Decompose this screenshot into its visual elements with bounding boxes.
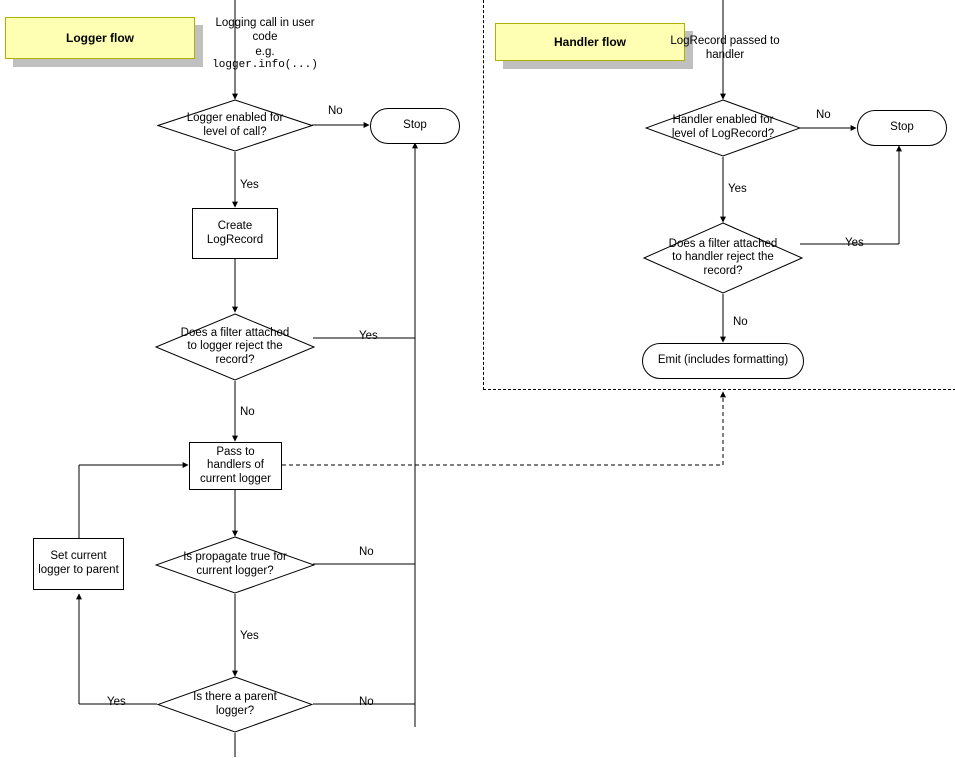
- logger-flow-title: [5, 17, 195, 59]
- decision-handler-filter-line1: Does a filter attached: [668, 237, 778, 250]
- create-logrecord-line2: LogRecord: [206, 233, 264, 246]
- decision-propagate-line2: current logger?: [196, 565, 274, 577]
- edge-label-parent-no: No: [359, 696, 374, 708]
- decision-propagate: [155, 536, 315, 594]
- decision-handler-filter-label: [643, 222, 803, 294]
- logger-stop-label: Stop: [403, 119, 427, 132]
- emit-label: Emit (includes formatting): [657, 354, 789, 367]
- handler-flow-title-label: Handler flow: [553, 35, 626, 49]
- logging-call-line1: Logging call in user: [215, 17, 315, 29]
- logger-stop-node: [370, 108, 460, 144]
- logging-call-line2: code: [252, 31, 278, 44]
- decision-logger-enabled-label: [157, 99, 313, 152]
- logging-call-line3: e.g.: [255, 45, 275, 58]
- decision-parent-logger: [157, 676, 313, 733]
- decision-propagate-line1: Is propagate true for: [183, 551, 287, 564]
- decision-logger-filter-line3: record?: [215, 353, 255, 366]
- set-current-logger-line1: Set current: [50, 550, 107, 563]
- logger-flow-title-label: Logger flow: [66, 31, 134, 45]
- set-current-logger-line2: logger to parent: [38, 564, 119, 576]
- edge-label-logger-enabled-no: No: [328, 105, 343, 117]
- edge-label-logger-filter-yes: Yes: [359, 330, 378, 342]
- decision-parent-logger-line2: logger?: [215, 704, 255, 717]
- logging-call-code: logger.info(...): [212, 59, 318, 72]
- pass-to-handlers-line2: handlers of: [207, 459, 264, 472]
- emit-node: [642, 343, 804, 379]
- logrecord-passed-label: [650, 34, 800, 63]
- edge-label-logger-filter-no: No: [240, 406, 255, 418]
- create-logrecord-node: [192, 208, 278, 259]
- decision-propagate-label: [155, 536, 315, 594]
- decision-logger-filter-label: [155, 313, 315, 381]
- decision-logger-enabled: [157, 99, 313, 152]
- logrecord-passed-line2: handler: [705, 49, 745, 62]
- pass-to-handlers-line3: current logger: [200, 472, 271, 485]
- decision-handler-filter-line2: to handler reject the: [672, 251, 774, 264]
- decision-handler-enabled: [645, 99, 801, 157]
- decision-handler-enabled-label: [645, 99, 801, 157]
- set-current-logger-node: [33, 538, 124, 590]
- decision-logger-filter-line1: Does a filter attached: [180, 326, 290, 339]
- decision-logger-filter-line2: to logger reject the: [187, 340, 283, 353]
- decision-handler-filter: [643, 222, 803, 294]
- pass-to-handlers-line1: Pass to: [216, 445, 255, 458]
- edge-label-parent-yes: Yes: [107, 696, 126, 708]
- edge-label-handler-filter-no: No: [733, 316, 748, 328]
- edge-label-logger-enabled-yes: Yes: [240, 179, 259, 191]
- edge-label-handler-enabled-yes: Yes: [728, 183, 747, 195]
- decision-handler-filter-line3: record?: [703, 264, 743, 277]
- edge-label-handler-enabled-no: No: [816, 109, 831, 121]
- decision-handler-enabled-line2: level of LogRecord?: [671, 128, 775, 140]
- pass-to-handlers-node: [189, 442, 282, 490]
- decision-logger-enabled-line2: level of call?: [203, 125, 267, 138]
- logging-call-label: [170, 16, 360, 73]
- edge-label-propagate-yes: Yes: [240, 630, 259, 642]
- logrecord-passed-line1: LogRecord passed to: [670, 35, 780, 47]
- decision-parent-logger-label: [157, 676, 313, 733]
- decision-parent-logger-line1: Is there a parent: [193, 690, 277, 703]
- decision-logger-enabled-line1: Logger enabled for: [186, 111, 284, 124]
- decision-logger-filter: [155, 313, 315, 381]
- edge-label-propagate-no: No: [359, 546, 374, 558]
- handler-stop-node: [857, 110, 947, 146]
- handler-stop-label: Stop: [890, 121, 914, 134]
- decision-handler-enabled-line1: Handler enabled for: [672, 114, 774, 127]
- create-logrecord-line1: Create: [217, 219, 253, 232]
- edge-label-handler-filter-yes: Yes: [845, 237, 864, 249]
